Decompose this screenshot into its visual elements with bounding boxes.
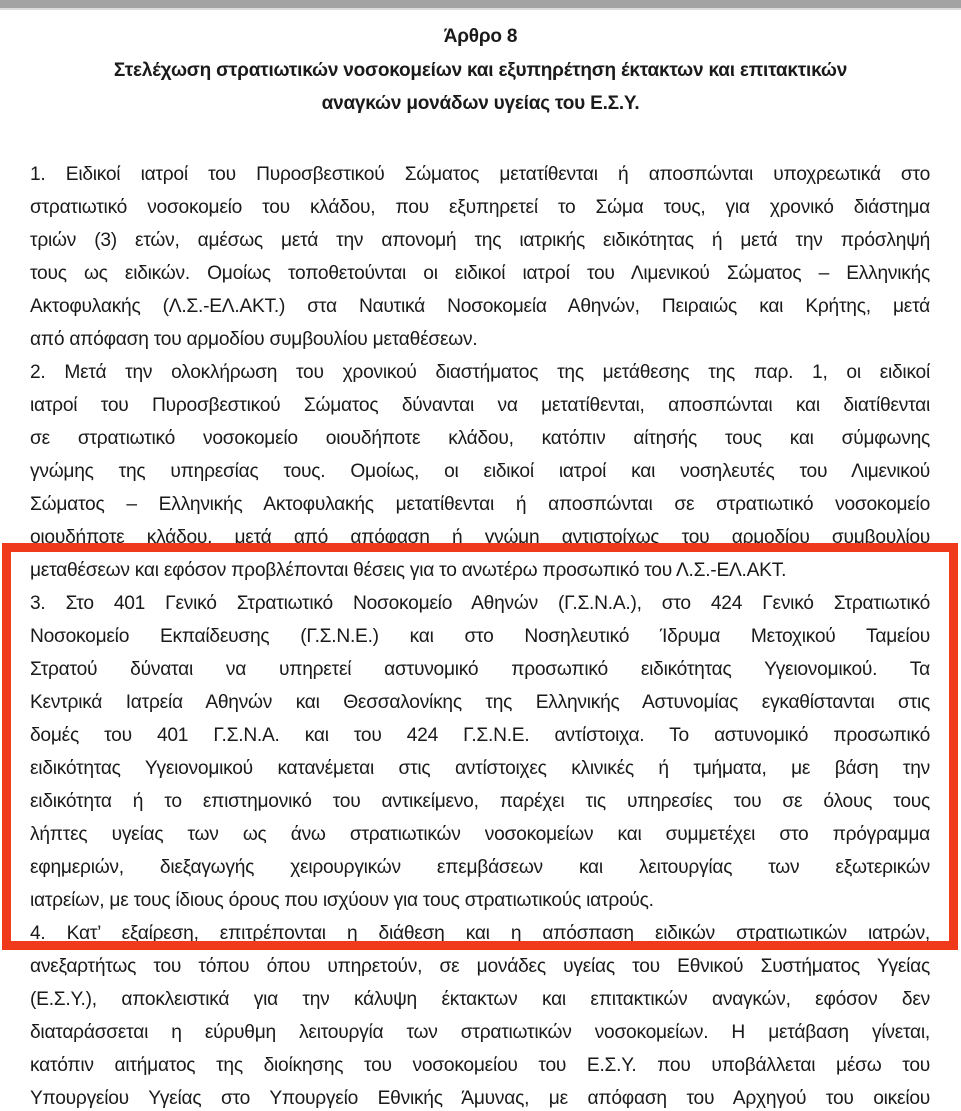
text-line: οιουδήποτε κλάδου, μετά από απόφαση ή γνώμη αντιστοίχως του αρμοδίου συμβουλίου [30,527,930,548]
article-subtitle-line-2: αναγκών μονάδων υγείας του Ε.Σ.Υ. [321,93,640,114]
text-line: Νοσοκομείο Εκπαίδευσης (Γ.Σ.Ν.Ε.) και στο Νοσηλευτικό Ίδρυμα Μετοχικού Ταμείου [30,626,930,647]
text-line: 3. Στο 401 Γενικό Στρατιωτικό Νοσοκομείο Αθηνών (Γ.Σ.Ν.Α.), στο 424 Γενικό Στρατιωτικό [30,593,930,614]
text-line-cut-off: Υπουργείου Υγείας στο Υπουργείο Εθνικής Άμυνας, με απόφαση του Αρχηγού του οικείου [30,1088,930,1109]
text-line: ειδικότητας Υγειονομικού κατανέμεται στις αντίστοιχες κλινικές ή τμήματα, με βάση την [30,758,930,779]
text-line: δομές του 401 Γ.Σ.Ν.Α. και του 424 Γ.Σ.Ν.Ε. αντίστοιχα. Το αστυνομικό προσωπικό [30,725,930,746]
text-line: 2. Μετά την ολοκλήρωση του χρονικού διαστήματος της μετάθεσης της παρ. 1, οι ειδικοί [30,362,930,383]
text-line: τους ως ειδικών. Ομοίως τοποθετούνται οι ειδικοί ιατροί του Λιμενικού Σώματος – Ελληνικής [30,263,930,284]
text-line: διαταράσσεται η εύρυθμη λειτουργία των στρατιωτικών νοσοκομείων. Η μετάβαση γίνεται, [30,1022,930,1043]
text-line: στρατιωτικό νοσοκομείο του κλάδου, που εξυπηρετεί το Σώμα τους, για χρονικό διάστημα [30,197,930,218]
article-subtitle-line-1: Στελέχωση στρατιωτικών νοσοκομείων και εξυπηρέτηση έκτακτων και επιτακτικών [113,60,848,81]
text-line: Κεντρικά Ιατρεία Αθηνών και Θεσσαλονίκης της Ελληνικής Αστυνομίας εγκαθίστανται στις [30,692,930,713]
text-line: Στρατού δύναται να υπηρετεί αστυνομικό προσωπικό ειδικότητας Υγειονομικού. Τα [30,659,930,680]
article-heading: Άρθρο 8 [443,26,518,47]
text-line: ιατρείων, με τους ίδιους όρους που ισχύουν για τους στρατιωτικούς ιατρούς. [30,890,654,911]
text-line: μεταθέσεων και εφόσον προβλέπονται θέσεις για το ανωτέρω προσωπικό του Λ.Σ.-ΕΛ.ΑΚΤ. [30,560,787,581]
text-line: Ακτοφυλακής (Λ.Σ.-ΕΛ.ΑΚΤ.) στα Ναυτικά Νοσοκομεία Αθηνών, Πειραιώς και Κρήτης, μετά [30,296,930,317]
text-line: ιατροί του Πυροσβεστικού Σώματος δύνανται να μετατίθενται, αποσπώνται και διατίθενται [30,395,930,416]
text-line: κατόπιν αιτήματος της διοίκησης του νοσοκομείου του Ε.Σ.Υ. που υποβάλλεται μέσω του [30,1055,930,1076]
text-line: σε στρατιωτικό νοσοκομείο οιουδήποτε κλάδου, κατόπιν αίτησής τους και σύμφωνης [30,428,930,449]
text-line: 1. Ειδικοί ιατροί του Πυροσβεστικού Σώματος μετατίθενται ή αποσπώνται υποχρεωτικά στο [30,164,930,185]
text-line: λήπτες υγείας των ως άνω στρατιωτικών νοσοκομείων και συμμετέχει στο πρόγραμμα [30,824,930,845]
top-gray-bar [0,0,961,10]
text-line: εφημεριών, διεξαγωγής χειρουργικών επεμβάσεων και λειτουργίας των εξωτερικών [30,857,930,878]
text-line: ανεξαρτήτως του τόπου όπου υπηρετούν, σε μονάδες υγείας του Εθνικού Συστήματος Υγείας [30,956,930,977]
text-line: (Ε.Σ.Υ.), αποκλειστικά για την κάλυψη έκτακτων και επιτακτικών αναγκών, εφόσον δεν [30,989,930,1010]
text-line: τριών (3) ετών, αμέσως μετά την απονομή της ιατρικής ειδικότητας ή μετά την πρόσληψή [30,230,930,251]
text-line: 4. Κατ’ εξαίρεση, επιτρέπονται η διάθεση και η απόσπαση ειδικών στρατιωτικών ιατρών, [30,923,930,944]
text-line: από απόφαση του αρμοδίου συμβουλίου μεταθέσεων. [30,329,478,350]
text-line: γνώμης της υπηρεσίας τους. Ομοίως, οι ειδικοί ιατροί και νοσηλευτές του Λιμενικού [30,461,930,482]
text-line: ειδικότητα ή το επιστημονικό του αντικείμενο, παρέχει τις υπηρεσίες του σε όλους τους [30,791,930,812]
text-line: Σώματος – Ελληνικής Ακτοφυλακής μετατίθενται ή αποσπώνται σε στρατιωτικό νοσοκομείο [30,494,930,515]
